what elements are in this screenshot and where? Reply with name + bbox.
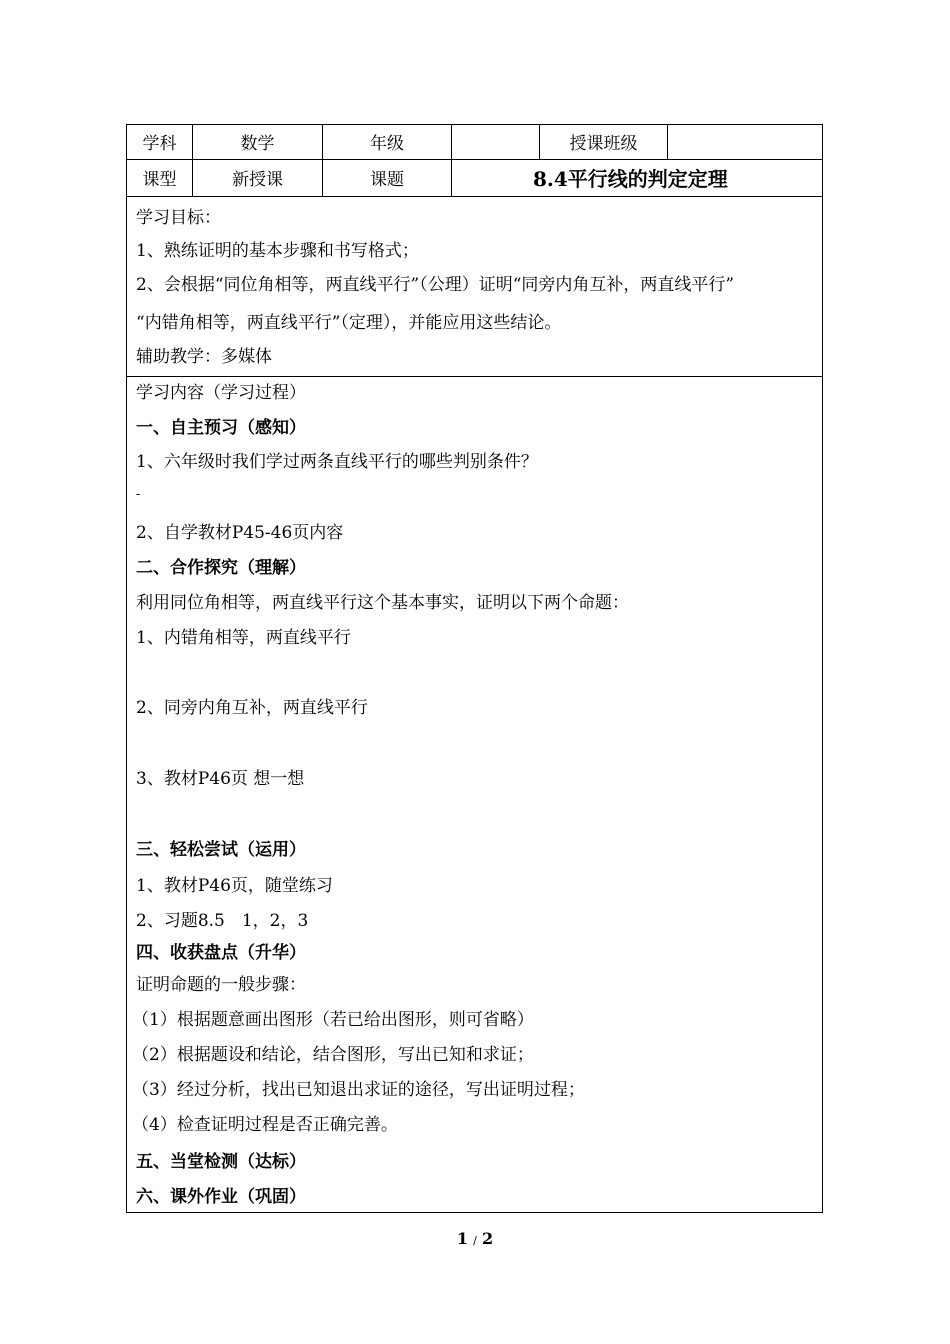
column-divider: [451, 125, 452, 196]
class-label: 授课班级: [569, 134, 638, 154]
objectives-heading: 学习目标：: [136, 208, 221, 228]
row-divider: [127, 159, 822, 160]
page-separator: /: [473, 1234, 477, 1247]
auxiliary-teaching: 辅助教学：多媒体: [136, 347, 272, 367]
section-3-item-2: 2、习题8.5 1，2，3: [136, 911, 309, 931]
objective-item: 1、熟练证明的基本步骤和书写格式；: [136, 241, 419, 261]
subject-value: 数学: [240, 134, 275, 154]
subject-label: 学科: [142, 134, 177, 154]
topic-label: 课题: [370, 170, 404, 190]
grade-label: 年级: [370, 134, 404, 154]
proof-step-2: （2）根据题设和结论，结合图形，写出已知和求证；: [132, 1045, 534, 1065]
section-4-title: 四、收获盘点（升华）: [136, 943, 306, 963]
proof-step-3: （3）经过分析，找出已知退出求证的途径，写出证明过程；: [132, 1080, 585, 1100]
content-heading: 学习内容（学习过程）: [136, 383, 306, 403]
section-2-proposition-2: 2、同旁内角互补，两直线平行: [136, 698, 368, 718]
topic-title: 8.4平行线的判定定理: [533, 167, 728, 191]
section-1-question-1: 1、六年级时我们学过两条直线平行的哪些判别条件？: [136, 452, 538, 472]
lesson-plan-table: [126, 124, 823, 1213]
section-2-proposition-1: 1、内错角相等，两直线平行: [136, 628, 351, 648]
section-2-intro: 利用同位角相等，两直线平行这个基本事实，证明以下两个命题：: [136, 593, 629, 613]
row-divider: [127, 196, 822, 197]
page-current: 1: [456, 1229, 469, 1248]
objective-item: 2、会根据“同位角相等，两直线平行”（公理）证明“同旁内角互补，两直线平行”: [136, 275, 735, 295]
section-4-intro: 证明命题的一般步骤：: [136, 975, 306, 995]
type-label: 课型: [142, 170, 177, 190]
proof-step-4: （4）检查证明过程是否正确完善。: [132, 1115, 398, 1135]
column-divider: [667, 125, 668, 159]
dash-mark: -: [136, 487, 141, 502]
section-1-title: 一、自主预习（感知）: [136, 418, 306, 438]
section-2-title: 二、合作探究（理解）: [136, 558, 306, 578]
section-3-item-1: 1、教材P46页，随堂练习: [136, 876, 333, 896]
type-value: 新授课: [232, 170, 283, 190]
section-6-title: 六、课外作业（巩固）: [136, 1187, 306, 1207]
section-2-item-3: 3、教材P46页 想一想: [136, 769, 305, 789]
proof-step-1: （1）根据题意画出图形（若已给出图形，则可省略）: [132, 1010, 534, 1030]
section-3-title: 三、轻松尝试（运用）: [136, 840, 306, 860]
objective-item-continued: “内错角相等，两直线平行”（定理），并能应用这些结论。: [136, 313, 562, 333]
section-1-question-2: 2、自学教材P45-46页内容: [136, 523, 344, 543]
section-5-title: 五、当堂检测（达标）: [136, 1152, 306, 1172]
row-divider: [127, 376, 822, 377]
page-number: [0, 1229, 950, 1248]
page-total: 2: [481, 1229, 494, 1248]
